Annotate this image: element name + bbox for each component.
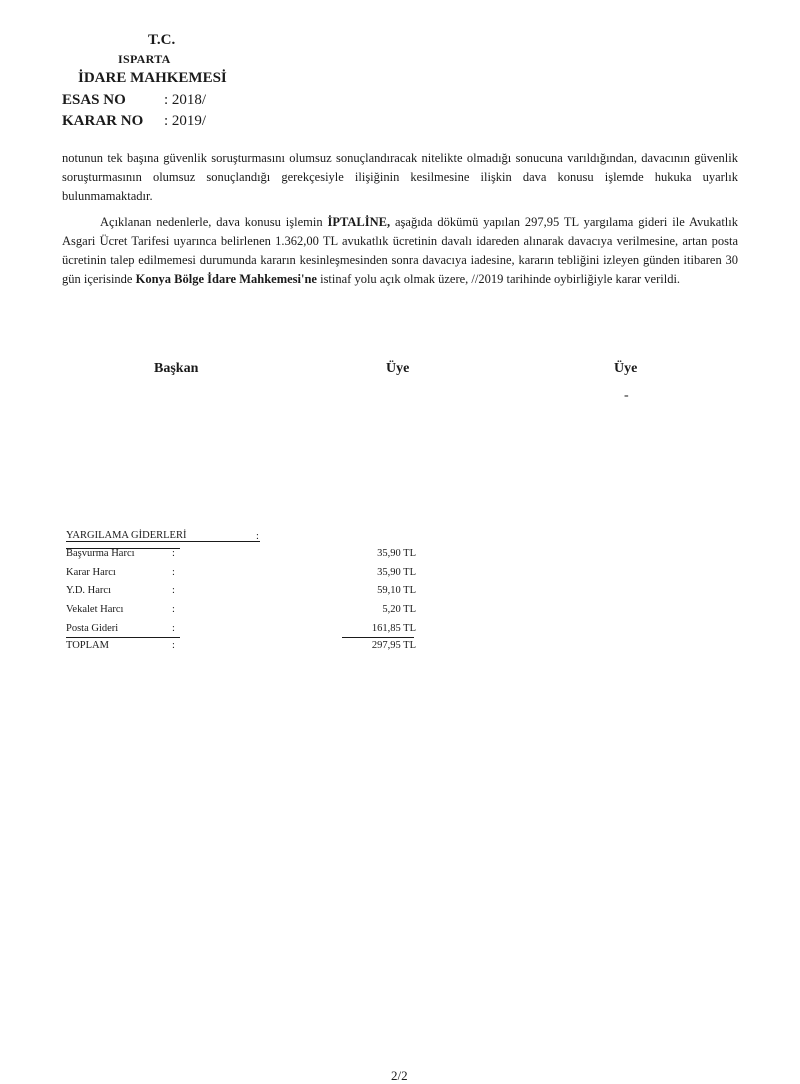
cost-name: TOPLAM bbox=[66, 640, 109, 651]
cost-rule bbox=[342, 637, 414, 638]
cost-name: Posta Gideri bbox=[66, 623, 119, 634]
cost-colon: : bbox=[172, 567, 175, 578]
signature-dash: - bbox=[624, 388, 629, 403]
cost-amount: 5,20 TL bbox=[382, 604, 416, 615]
esas-no-label: ESAS NO bbox=[62, 92, 126, 108]
cost-table-title: YARGILAMA GİDERLERİ bbox=[66, 530, 260, 542]
cost-amount: 35,90 TL bbox=[377, 567, 416, 578]
judgment-text-e: istinaf yolu açık olmak üzere, //2019 tarihinde oybirliğiyle karar verildi. bbox=[316, 272, 681, 286]
judgment-text-c: aşağıda dökümü yapılan 297,95 TL yargılama gideri ile Avukatlık Asgari Ücret Tarifesi uyarınca belirlenen 1.362,00 TL avukatlık ücretinin davalı idareden alınarak davacıya verilmesine, artan posta ücretinin talep edilmemesi durumunda kararın kesinleşmesinden sonra davacıya iadesine, kararın tebliğini izleyen günden itibaren 30 gün içerisinde bbox=[62, 215, 739, 286]
cost-amount: 59,10 TL bbox=[377, 585, 416, 596]
esas-no-row bbox=[62, 92, 206, 109]
cost-name: Başvurma Harcı bbox=[66, 548, 135, 559]
cost-colon: : bbox=[172, 623, 175, 634]
cost-name: Karar Harcı bbox=[66, 567, 116, 578]
decision-body bbox=[62, 149, 738, 289]
cost-colon: : bbox=[172, 585, 175, 596]
cost-name: Vekalet Harcı bbox=[66, 604, 124, 615]
header-city: ISPARTA bbox=[118, 52, 171, 66]
cost-colon: : bbox=[172, 640, 175, 651]
cost-colon: : bbox=[172, 548, 175, 559]
cost-row bbox=[66, 604, 416, 618]
cost-table-title-colon: : bbox=[256, 531, 259, 542]
karar-no-value: : 2019/ bbox=[164, 113, 207, 129]
appeal-court-name: Konya Bölge İdare Mahkemesi'ne bbox=[135, 272, 317, 286]
esas-no-value: : 2018/ bbox=[164, 92, 207, 108]
signature-president: Başkan bbox=[154, 361, 199, 376]
cost-rule bbox=[66, 637, 180, 638]
cost-colon: : bbox=[172, 604, 175, 615]
reasoning-paragraph: notunun tek başına güvenlik soruşturmasını olumsuz sonuçlandıracak nitelikte olmadığı sonucuna varıldığından, davacının güvenlik soruşturmasının olumsuz sonuçlandığı gerekçesiyle ilişiğinin kesilmesine ilişkin dava konusu işlemde hukuka uyarlık bulunmamaktadır. bbox=[62, 151, 738, 203]
cost-total-row bbox=[66, 640, 416, 654]
cost-name: Y.D. Harcı bbox=[66, 585, 112, 596]
cost-amount: 35,90 TL bbox=[377, 548, 416, 559]
karar-no-row bbox=[62, 113, 206, 130]
cost-amount: 161,85 TL bbox=[371, 623, 416, 634]
signature-member-2: Üye bbox=[614, 361, 638, 376]
judgment-paragraph bbox=[62, 213, 738, 289]
signature-member-1: Üye bbox=[386, 361, 410, 376]
cost-row bbox=[66, 585, 416, 599]
cost-row bbox=[66, 548, 416, 562]
karar-no-label: KARAR NO bbox=[62, 113, 144, 129]
cost-row bbox=[66, 623, 416, 637]
header-tc: T.C. bbox=[148, 32, 176, 48]
judgment-text-a: Açıklanan nedenlerle, dava konusu işlemin bbox=[100, 215, 328, 229]
cost-amount: 297,95 TL bbox=[371, 640, 416, 651]
page-number: 2/2 bbox=[391, 1068, 408, 1083]
cost-row bbox=[66, 567, 416, 581]
annulment-word: İPTALİNE, bbox=[327, 215, 391, 229]
header-court-name: İDARE MAHKEMESİ bbox=[78, 70, 227, 86]
